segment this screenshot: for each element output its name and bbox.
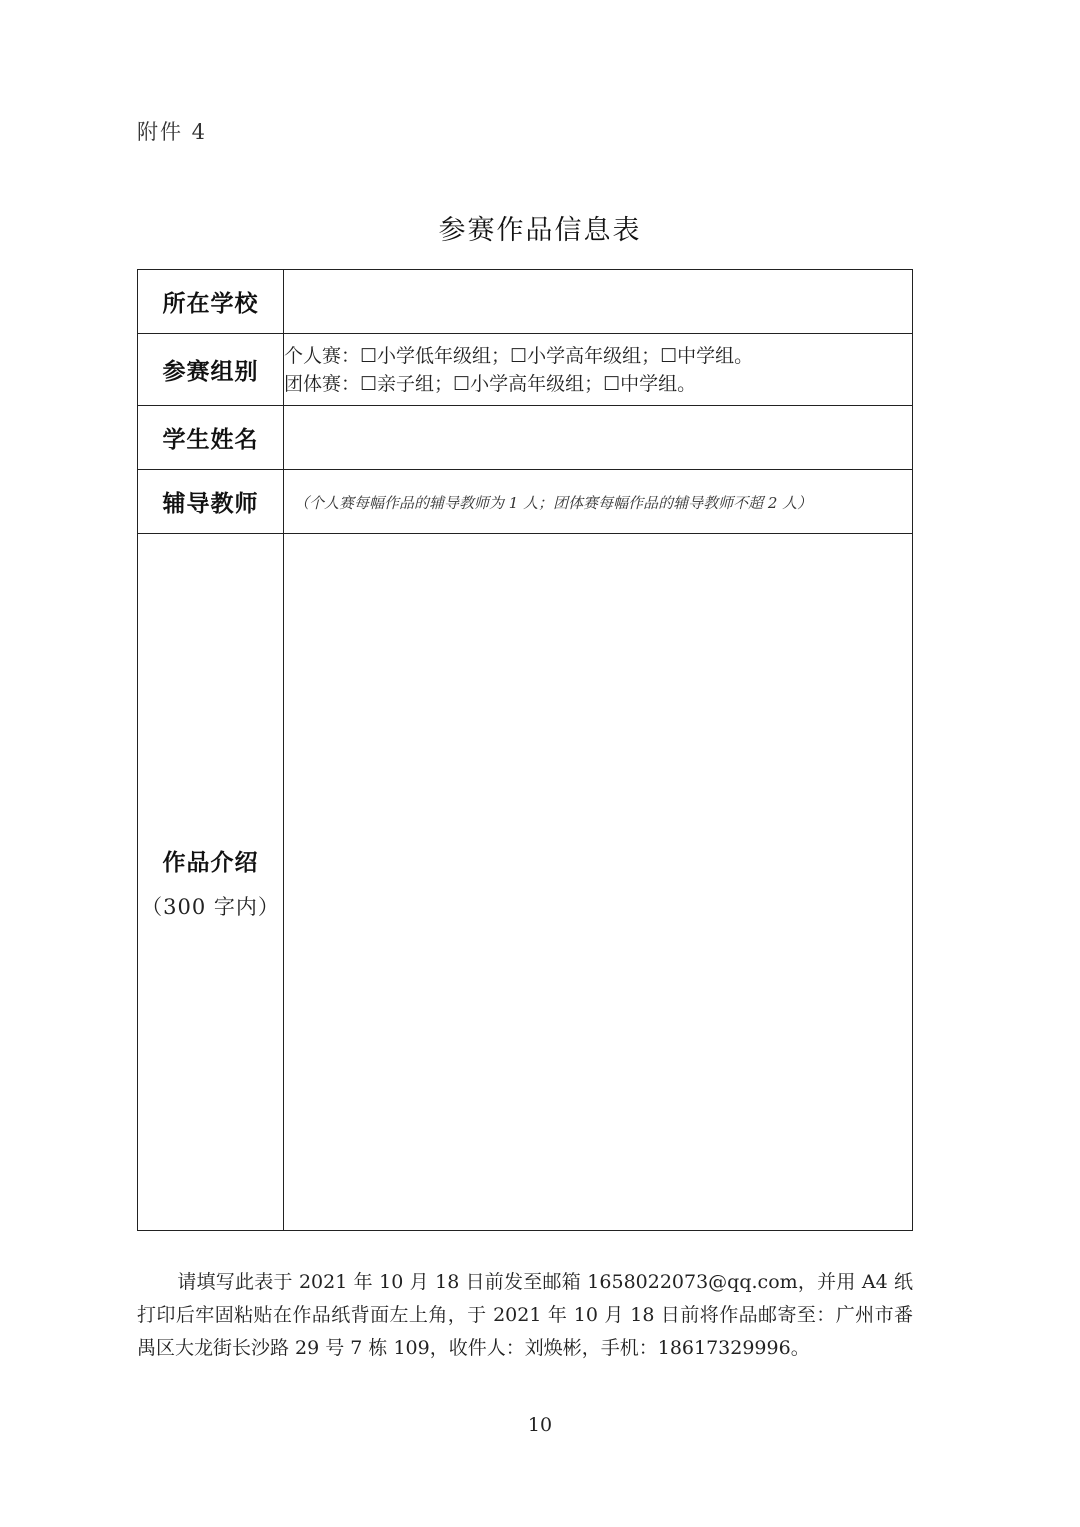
table-row-intro <box>138 534 913 1231</box>
group-individual-options[interactable]: 个人赛：☐小学低年级组；☐小学高年级组；☐中学组。 <box>284 344 754 367</box>
teacher-field[interactable] <box>284 470 913 534</box>
entry-info-table <box>137 269 913 1231</box>
group-options <box>284 334 913 406</box>
group-team-options[interactable]: 团体赛：☐亲子组；☐小学高年级组；☐中学组。 <box>284 372 697 395</box>
teacher-note: （个人赛每幅作品的辅导教师为 1 人；团体赛每幅作品的辅导教师不超 2 人） <box>294 493 813 512</box>
table-row-group <box>138 334 913 406</box>
page-title: 参赛作品信息表 <box>438 215 642 246</box>
teacher-label: 辅导教师 <box>138 470 284 534</box>
page-number: 10 <box>527 1414 553 1436</box>
student-label: 学生姓名 <box>138 406 284 470</box>
school-field[interactable] <box>284 270 913 334</box>
intro-label: 作品介绍 <box>162 849 259 876</box>
group-label: 参赛组别 <box>138 334 284 406</box>
intro-label-cell <box>138 534 284 1231</box>
student-field[interactable] <box>284 406 913 470</box>
submission-instructions-text: 请填写此表于 2021 年 10 月 18 日前发至邮箱 1658022073@qq.com，并用 A4 纸打印后牢固粘贴在作品纸背面左上角，于 2021 年 10 月 18 日前将作品邮寄至：广州市番禺区大龙街长沙路 29 号 7 栋 109，收件人：刘焕彬，手机：18617329996。 <box>137 1271 913 1359</box>
table-row-student <box>138 406 913 470</box>
attachment-label: 附件 4 <box>137 120 208 144</box>
table-row-teacher <box>138 470 913 534</box>
intro-field[interactable] <box>284 534 913 1231</box>
table-row-school <box>138 270 913 334</box>
school-label: 所在学校 <box>138 270 284 334</box>
submission-instructions <box>137 1266 913 1365</box>
intro-sublabel: （300 字内） <box>141 894 280 919</box>
